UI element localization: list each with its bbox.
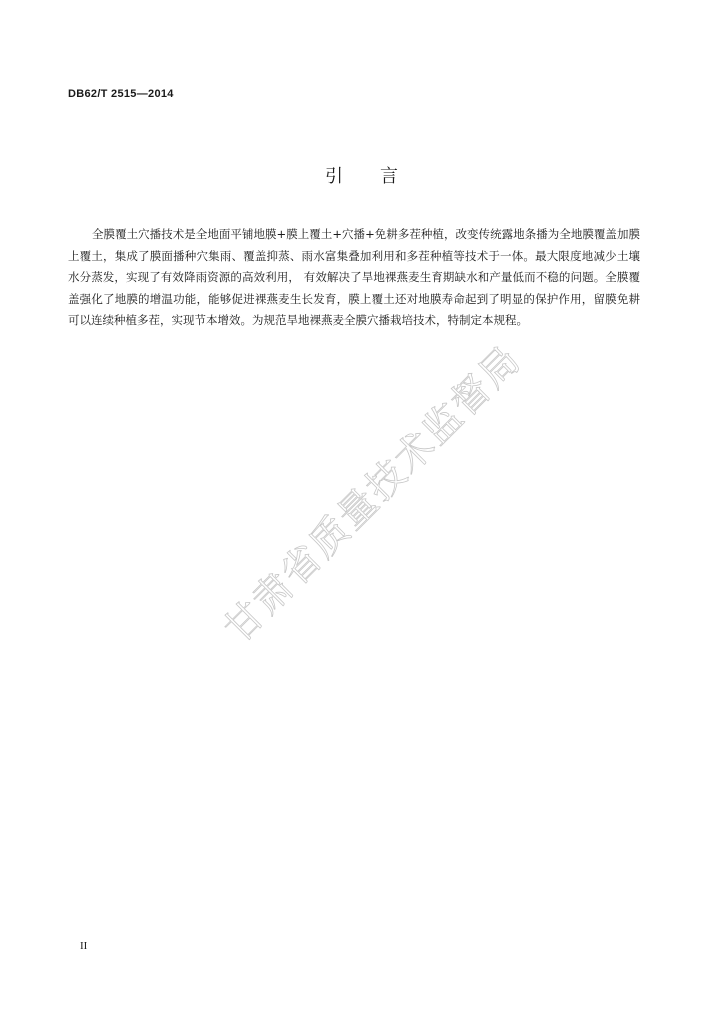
introduction-paragraph: 全膜覆土穴播技术是全地面平铺地膜+膜上覆土+穴播+免耕多茬种植，改变传统露地条播为全地膜覆盖加膜上覆土，集成了膜面播种穴集雨、覆盖抑蒸、雨水富集叠加利用和多茬种植等技术于一体。最大限度地减少土壤水分蒸发，实现了有效降雨资源的高效利用， 有效解决了旱地裸燕麦生育期缺水和产量低而不稳的问题。全膜覆盖强化了地膜的增温功能，能够促进裸燕麦生长发育，膜上覆土还对地膜寿命起到了明显的保护作用，留膜免耕可以连续种植多茬，实现节本增效。为规范旱地裸燕麦全膜穴播栽培技术，特制定本规程。 xyxy=(68,227,640,328)
section-title-char-2: 言 xyxy=(380,166,399,187)
section-title xyxy=(0,162,724,188)
watermark: 甘肃省质量技术监督局 xyxy=(215,336,530,651)
page-number: II xyxy=(80,940,88,952)
standard-code: DB62/T 2515—2014 xyxy=(68,88,174,100)
section-title-char-1: 引 xyxy=(325,166,344,187)
